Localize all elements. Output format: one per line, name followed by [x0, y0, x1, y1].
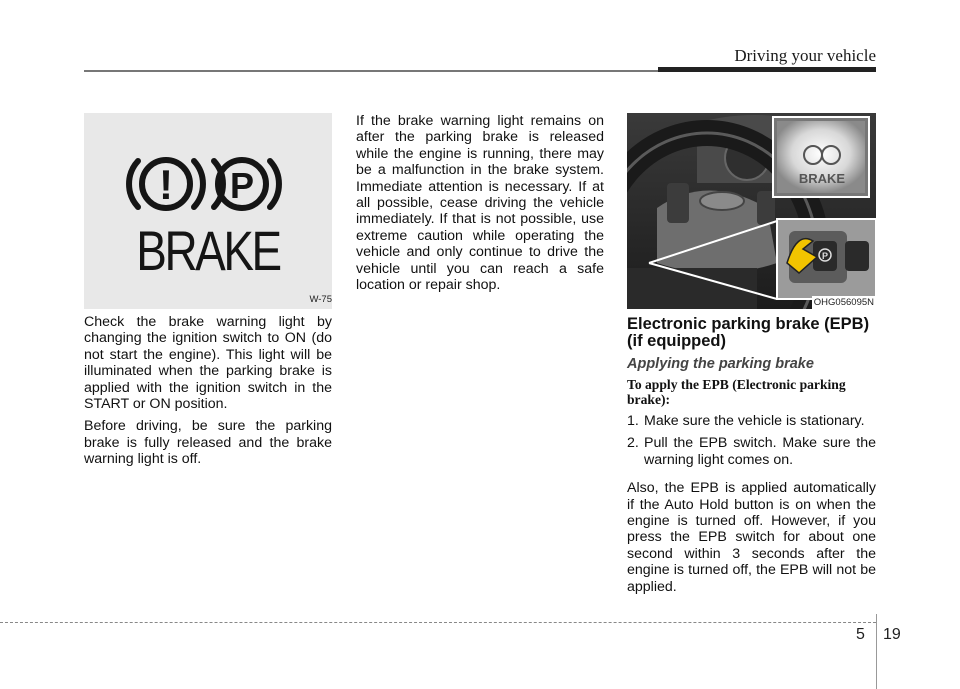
list-item: [627, 435, 876, 468]
exclaim-glyph: !: [159, 161, 173, 208]
dashboard-illustration: [627, 113, 876, 309]
column-1-text: [84, 314, 332, 468]
subsection-title: Applying the parking brake: [627, 356, 814, 372]
inset-brake-word: BRAKE: [798, 171, 846, 186]
instruction-lead: To apply the EPB (Electronic parking brake):: [627, 377, 846, 407]
brake-warning-icon: [124, 149, 292, 219]
figure-code: W-75: [309, 294, 332, 305]
step-number: 2.: [627, 435, 639, 452]
list-item: [627, 413, 876, 429]
p-glyph: P: [229, 165, 255, 206]
footer-divider: [876, 614, 877, 689]
brake-warning-figure: [84, 113, 332, 309]
column-2-text: [356, 113, 604, 293]
paragraph: If the brake warning light remains on after the parking brake is released while the engine is running, there may be a malfunction in the brake system. Immediate attention is necessary. If at all possible, cease driving the vehicle immediately. If that is not possible, use extreme caution while operating the vehicle and only continue to drive the vehicle until you can reach a safe location or repair shop.: [356, 113, 604, 294]
epb-switch-photo: [627, 113, 876, 309]
page-number: 19: [883, 626, 901, 643]
paragraph: Also, the EPB is applied automatically if the Auto Hold button is on when the engine is turned off. However, if you press the EPB switch for about one second within 3 seconds after the engine is turned off, the EPB will not be applied.: [627, 480, 876, 595]
figure-code: OHG056095N: [813, 297, 874, 308]
step-number: 1.: [627, 413, 639, 429]
paragraph: Before driving, be sure the parking brake is fully released and the brake warning light is off.: [84, 418, 332, 468]
brake-word: BRAKE: [136, 219, 280, 282]
switch-p-glyph: P: [821, 251, 829, 261]
chapter-number: 5: [856, 626, 865, 643]
header-rule-accent: [658, 67, 876, 72]
column-3: [627, 316, 876, 595]
section-title: Electronic parking brake (EPB) (if equipped): [627, 315, 870, 350]
paragraph: Check the brake warning light by changing the ignition switch to ON (do not start the engine). This light will be illuminated when the parking brake is applied with the ignition switch in the START or ON position.: [84, 314, 332, 413]
step-text: Pull the EPB switch. Make sure the warning light comes on.: [644, 435, 876, 468]
step-text: Make sure the vehicle is stationary.: [644, 413, 865, 429]
running-header: Driving your vehicle: [734, 46, 876, 65]
footer-rule: [0, 622, 876, 623]
